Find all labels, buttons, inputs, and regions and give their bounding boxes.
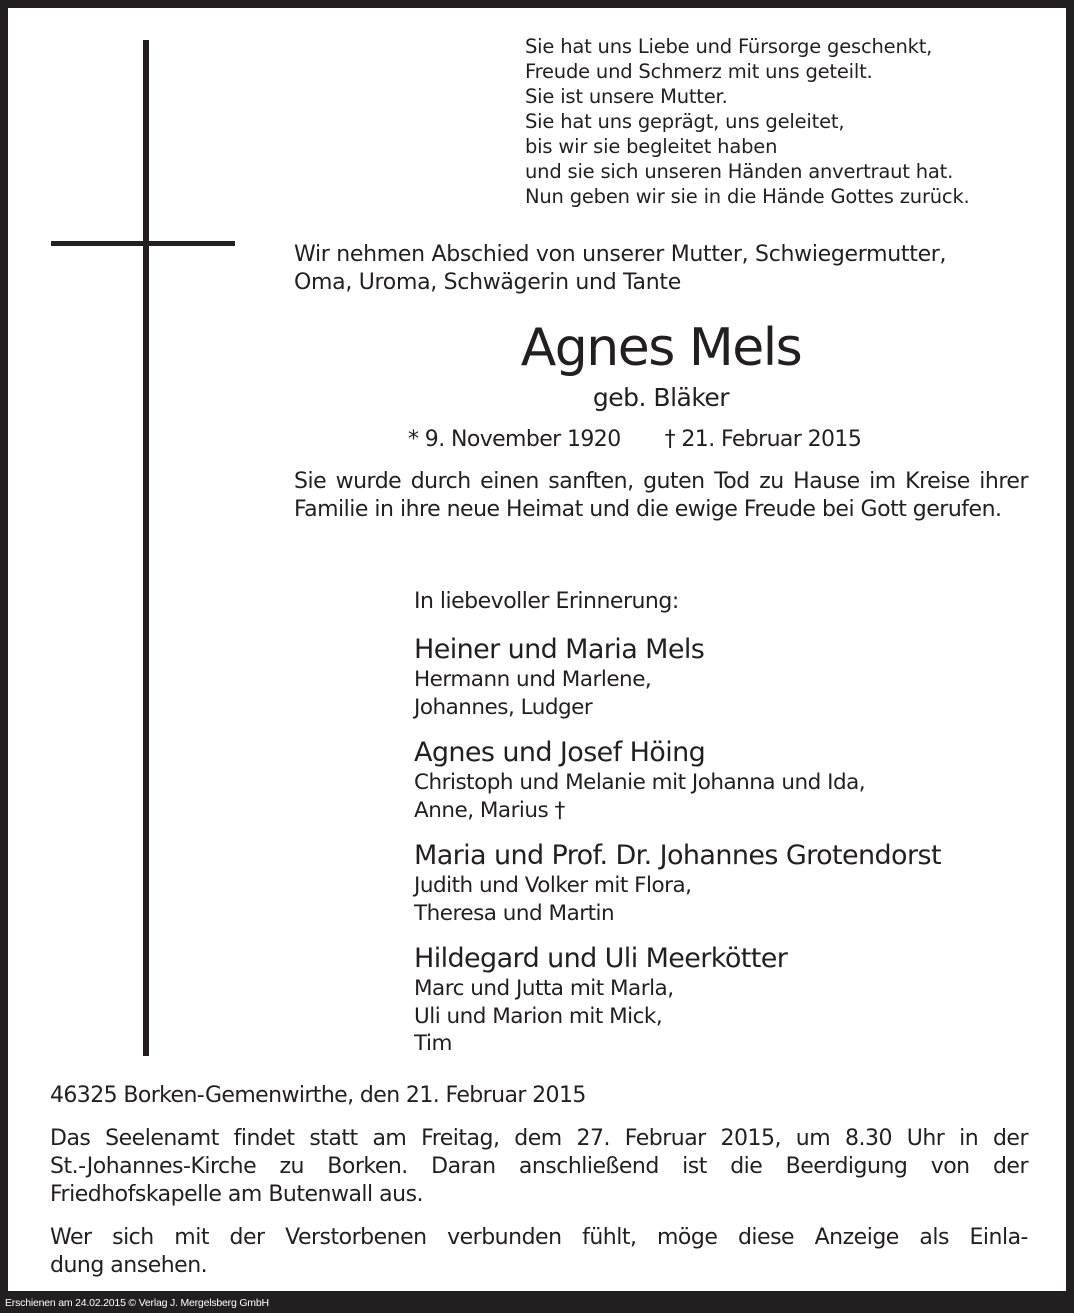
family-group bbox=[414, 634, 704, 721]
death-date: † 21. Februar 2015 bbox=[664, 427, 862, 452]
poem-line: und sie sich unseren Händen anvertraut hat. bbox=[525, 160, 954, 183]
family-member-line: Anne, Marius † bbox=[414, 797, 565, 823]
family-head: Hildegard und Uli Meerkötter bbox=[414, 943, 788, 974]
family-group bbox=[414, 737, 865, 824]
poem-line: Nun geben wir sie in die Hände Gottes zurück. bbox=[525, 185, 970, 208]
family-member-line: Hermann und Marlene, bbox=[414, 667, 652, 692]
intro-line: Wir nehmen Abschied von unserer Mutter, Schwiegermutter, bbox=[294, 242, 947, 267]
poem-line: Sie hat uns geprägt, uns geleitet, bbox=[525, 110, 845, 133]
family-group bbox=[414, 943, 787, 1058]
invitation-text bbox=[50, 1224, 1028, 1280]
service-line: Das Seelenamt findet statt am Freitag, dem 27. Februar 2015, um 8.30 Uhr in der bbox=[50, 1126, 1028, 1151]
place-and-date: 46325 Borken-Gemenwirthe, den 21. Februar 2015 bbox=[50, 1083, 586, 1108]
memory-label: In liebevoller Erinnerung: bbox=[414, 589, 679, 614]
maiden-name: geb. Bläker bbox=[592, 383, 730, 412]
family-member-line: Christoph und Melanie mit Johanna und Ida, bbox=[414, 770, 866, 795]
family-group bbox=[414, 840, 941, 927]
invitation-line: Wer sich mit der Verstorbenen verbunden fühlt, möge diese Anzeige als Einla- bbox=[50, 1225, 1028, 1250]
life-dates bbox=[408, 426, 861, 454]
intro-line: Oma, Uroma, Schwägerin und Tante bbox=[294, 270, 681, 295]
poem-line: Sie hat uns Liebe und Fürsorge geschenkt, bbox=[525, 35, 933, 58]
obituary-card bbox=[8, 8, 1066, 1291]
cross-icon-horizontal-bar bbox=[51, 241, 235, 246]
cross-icon-vertical-bar bbox=[143, 40, 149, 1056]
farewell-intro bbox=[294, 241, 1028, 297]
passing-text: Sie wurde durch einen sanften, guten Tod zu Hause im Kreise ihrer Familie in ihre neue Heimat und die ewige Freude bei Gott gerufen. bbox=[294, 469, 1028, 522]
family-head: Heiner und Maria Mels bbox=[414, 634, 705, 665]
family-member-line: Judith und Volker mit Flora, bbox=[414, 873, 692, 898]
deceased-name: Agnes Mels bbox=[520, 318, 802, 378]
poem-line: Freude und Schmerz mit uns geteilt. bbox=[525, 60, 873, 83]
service-info bbox=[50, 1125, 1028, 1209]
family-member-line: Uli und Marion mit Mick, bbox=[414, 1003, 663, 1029]
poem-line: Sie ist unsere Mutter. bbox=[525, 85, 728, 108]
poem-line: bis wir sie begleitet haben bbox=[525, 135, 778, 158]
publication-footer: Erschienen am 24.02.2015 © Verlag J. Mergelsberg GmbH bbox=[5, 1297, 269, 1309]
service-line: Friedhofskapelle am Butenwall aus. bbox=[50, 1182, 424, 1207]
family-member-line: Theresa und Martin bbox=[414, 900, 615, 926]
family-head: Agnes und Josef Höing bbox=[414, 737, 706, 768]
birth-date: * 9. November 1920 bbox=[408, 427, 621, 452]
family-head: Maria und Prof. Dr. Johannes Grotendorst bbox=[414, 840, 941, 871]
family-member-line: Marc und Jutta mit Marla, bbox=[414, 976, 674, 1001]
service-line: St.-Johannes-Kirche zu Borken. Daran anschließend ist die Beerdigung von der bbox=[50, 1154, 1028, 1179]
invitation-line: dung ansehen. bbox=[50, 1253, 208, 1278]
family-member-line: Johannes, Ludger bbox=[414, 694, 593, 720]
poem bbox=[525, 34, 970, 209]
family-member-line: Tim bbox=[414, 1031, 452, 1056]
